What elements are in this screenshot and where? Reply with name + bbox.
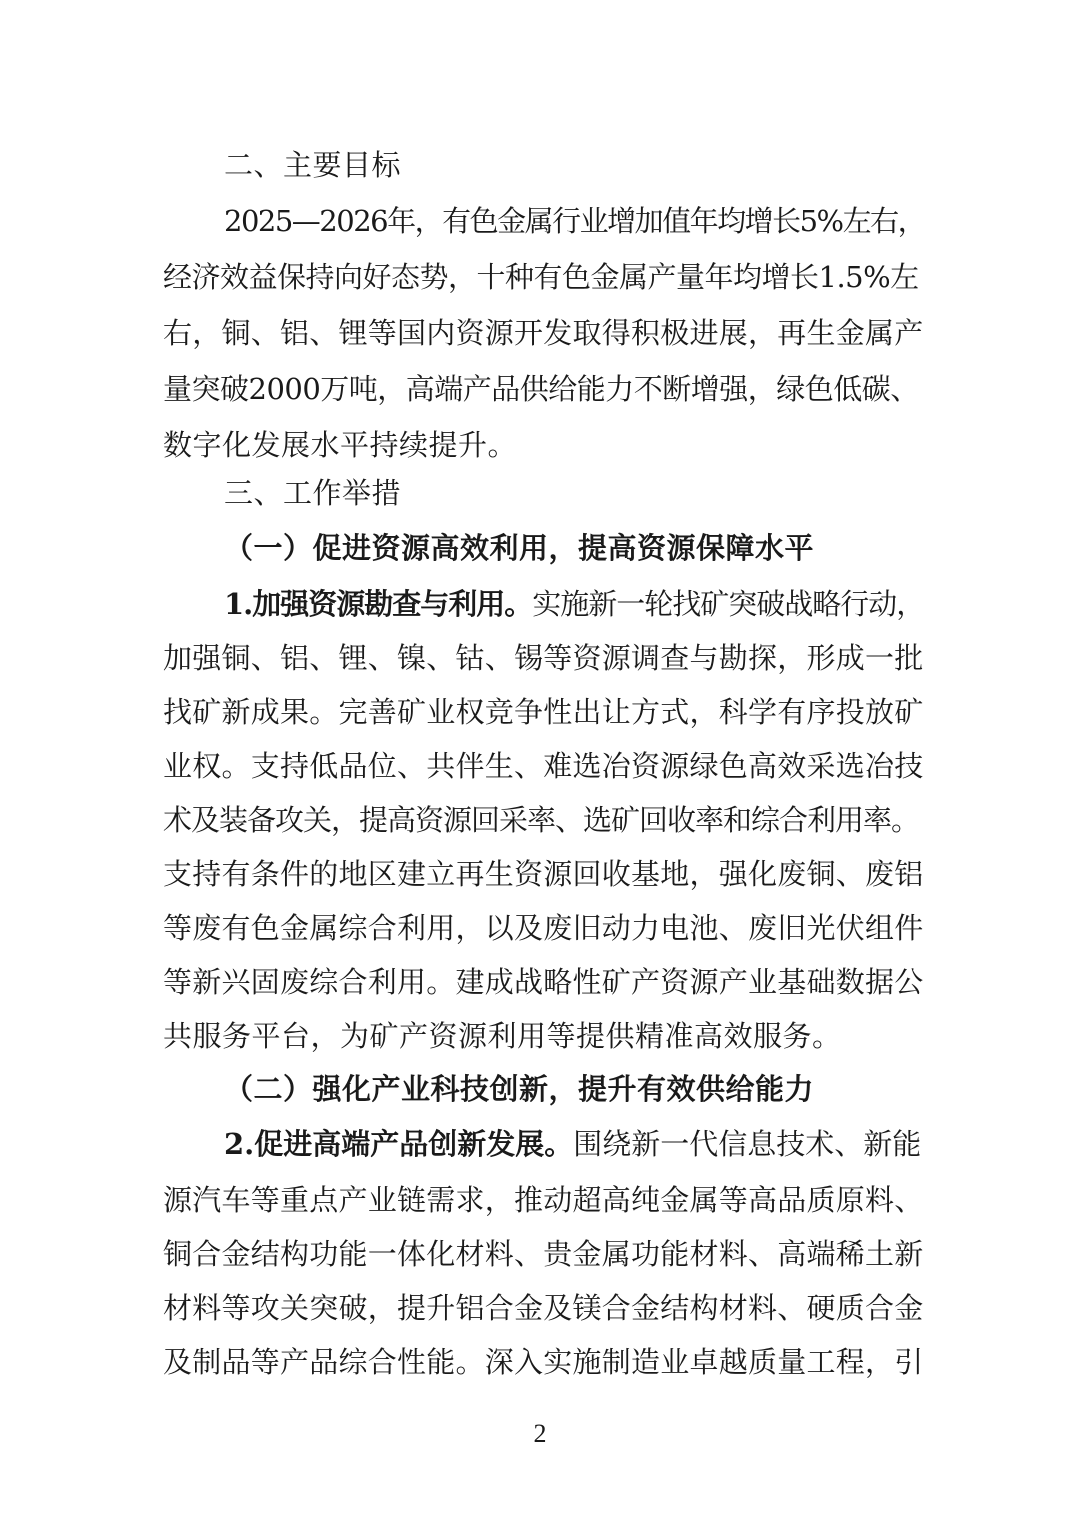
paragraph-line: 量突破2000万吨，高端产品供给能力不断增强，绿色低碳、 (163, 372, 919, 406)
paragraph-line: 数字化发展水平持续提升。 (163, 428, 518, 462)
item-title: 1.加强资源勘查与利用。 (224, 587, 533, 621)
paragraph-line: 等废有色金属综合利用，以及废旧动力电池、废旧光伏组件 (163, 911, 924, 945)
paragraph-line: 术及装备攻关，提高资源回采率、选矿回收率和综合利用率。 (163, 803, 920, 837)
paragraph-line: 材料等攻关突破，提升铝合金及镁合金结构材料、硬质合金 (163, 1291, 924, 1325)
paragraph-line: 经济效益保持向好态势，十种有色金属产量年均增长1.5%左 (163, 260, 919, 294)
item-text: 实施新一轮找矿突破战略行动， (532, 587, 925, 621)
page-number: 2 (533, 1419, 547, 1448)
paragraph-line: 加强铜、铝、锂、镍、钴、锡等资源调查与勘探，形成一批 (163, 641, 924, 675)
section-heading-main-goals: 二、主要目标 (224, 148, 402, 182)
subsection-heading-innovation: （二）强化产业科技创新，提升有效供给能力 (224, 1072, 815, 1106)
subsection-heading-resources: （一）促进资源高效利用，提高资源保障水平 (224, 531, 815, 565)
paragraph-line: 等新兴固废综合利用。建成战略性矿产资源产业基础数据公 (163, 965, 924, 999)
paragraph-line: 源汽车等重点产业链需求，推动超高纯金属等高品质原料、 (163, 1183, 924, 1217)
paragraph-line: 支持有条件的地区建立再生资源回收基地，强化废铜、废铝 (163, 857, 924, 891)
paragraph-line: 右，铜、铝、锂等国内资源开发取得积极进展，再生金属产 (163, 316, 924, 350)
paragraph-line: 2025—2026年，有色金属行业增加值年均增长5%左右， (224, 204, 926, 238)
item-title: 2.促进高端产品创新发展。 (224, 1127, 574, 1161)
paragraph-line (224, 1116, 924, 1172)
item-text: 围绕新一代信息技术、新能 (573, 1127, 922, 1161)
paragraph-line: 共服务平台，为矿产资源利用等提供精准高效服务。 (163, 1019, 842, 1053)
paragraph-line: 业权。支持低品位、共伴生、难选冶资源绿色高效采选冶技 (163, 749, 924, 783)
paragraph-line: 找矿新成果。完善矿业权竞争性出让方式，科学有序投放矿 (163, 695, 924, 729)
section-heading-work-measures: 三、工作举措 (224, 476, 402, 510)
paragraph-line: 及制品等产品综合性能。深入实施制造业卓越质量工程，引 (163, 1345, 924, 1379)
paragraph-line (224, 576, 924, 632)
paragraph-line: 铜合金结构功能一体化材料、贵金属功能材料、高端稀土新 (163, 1237, 924, 1271)
